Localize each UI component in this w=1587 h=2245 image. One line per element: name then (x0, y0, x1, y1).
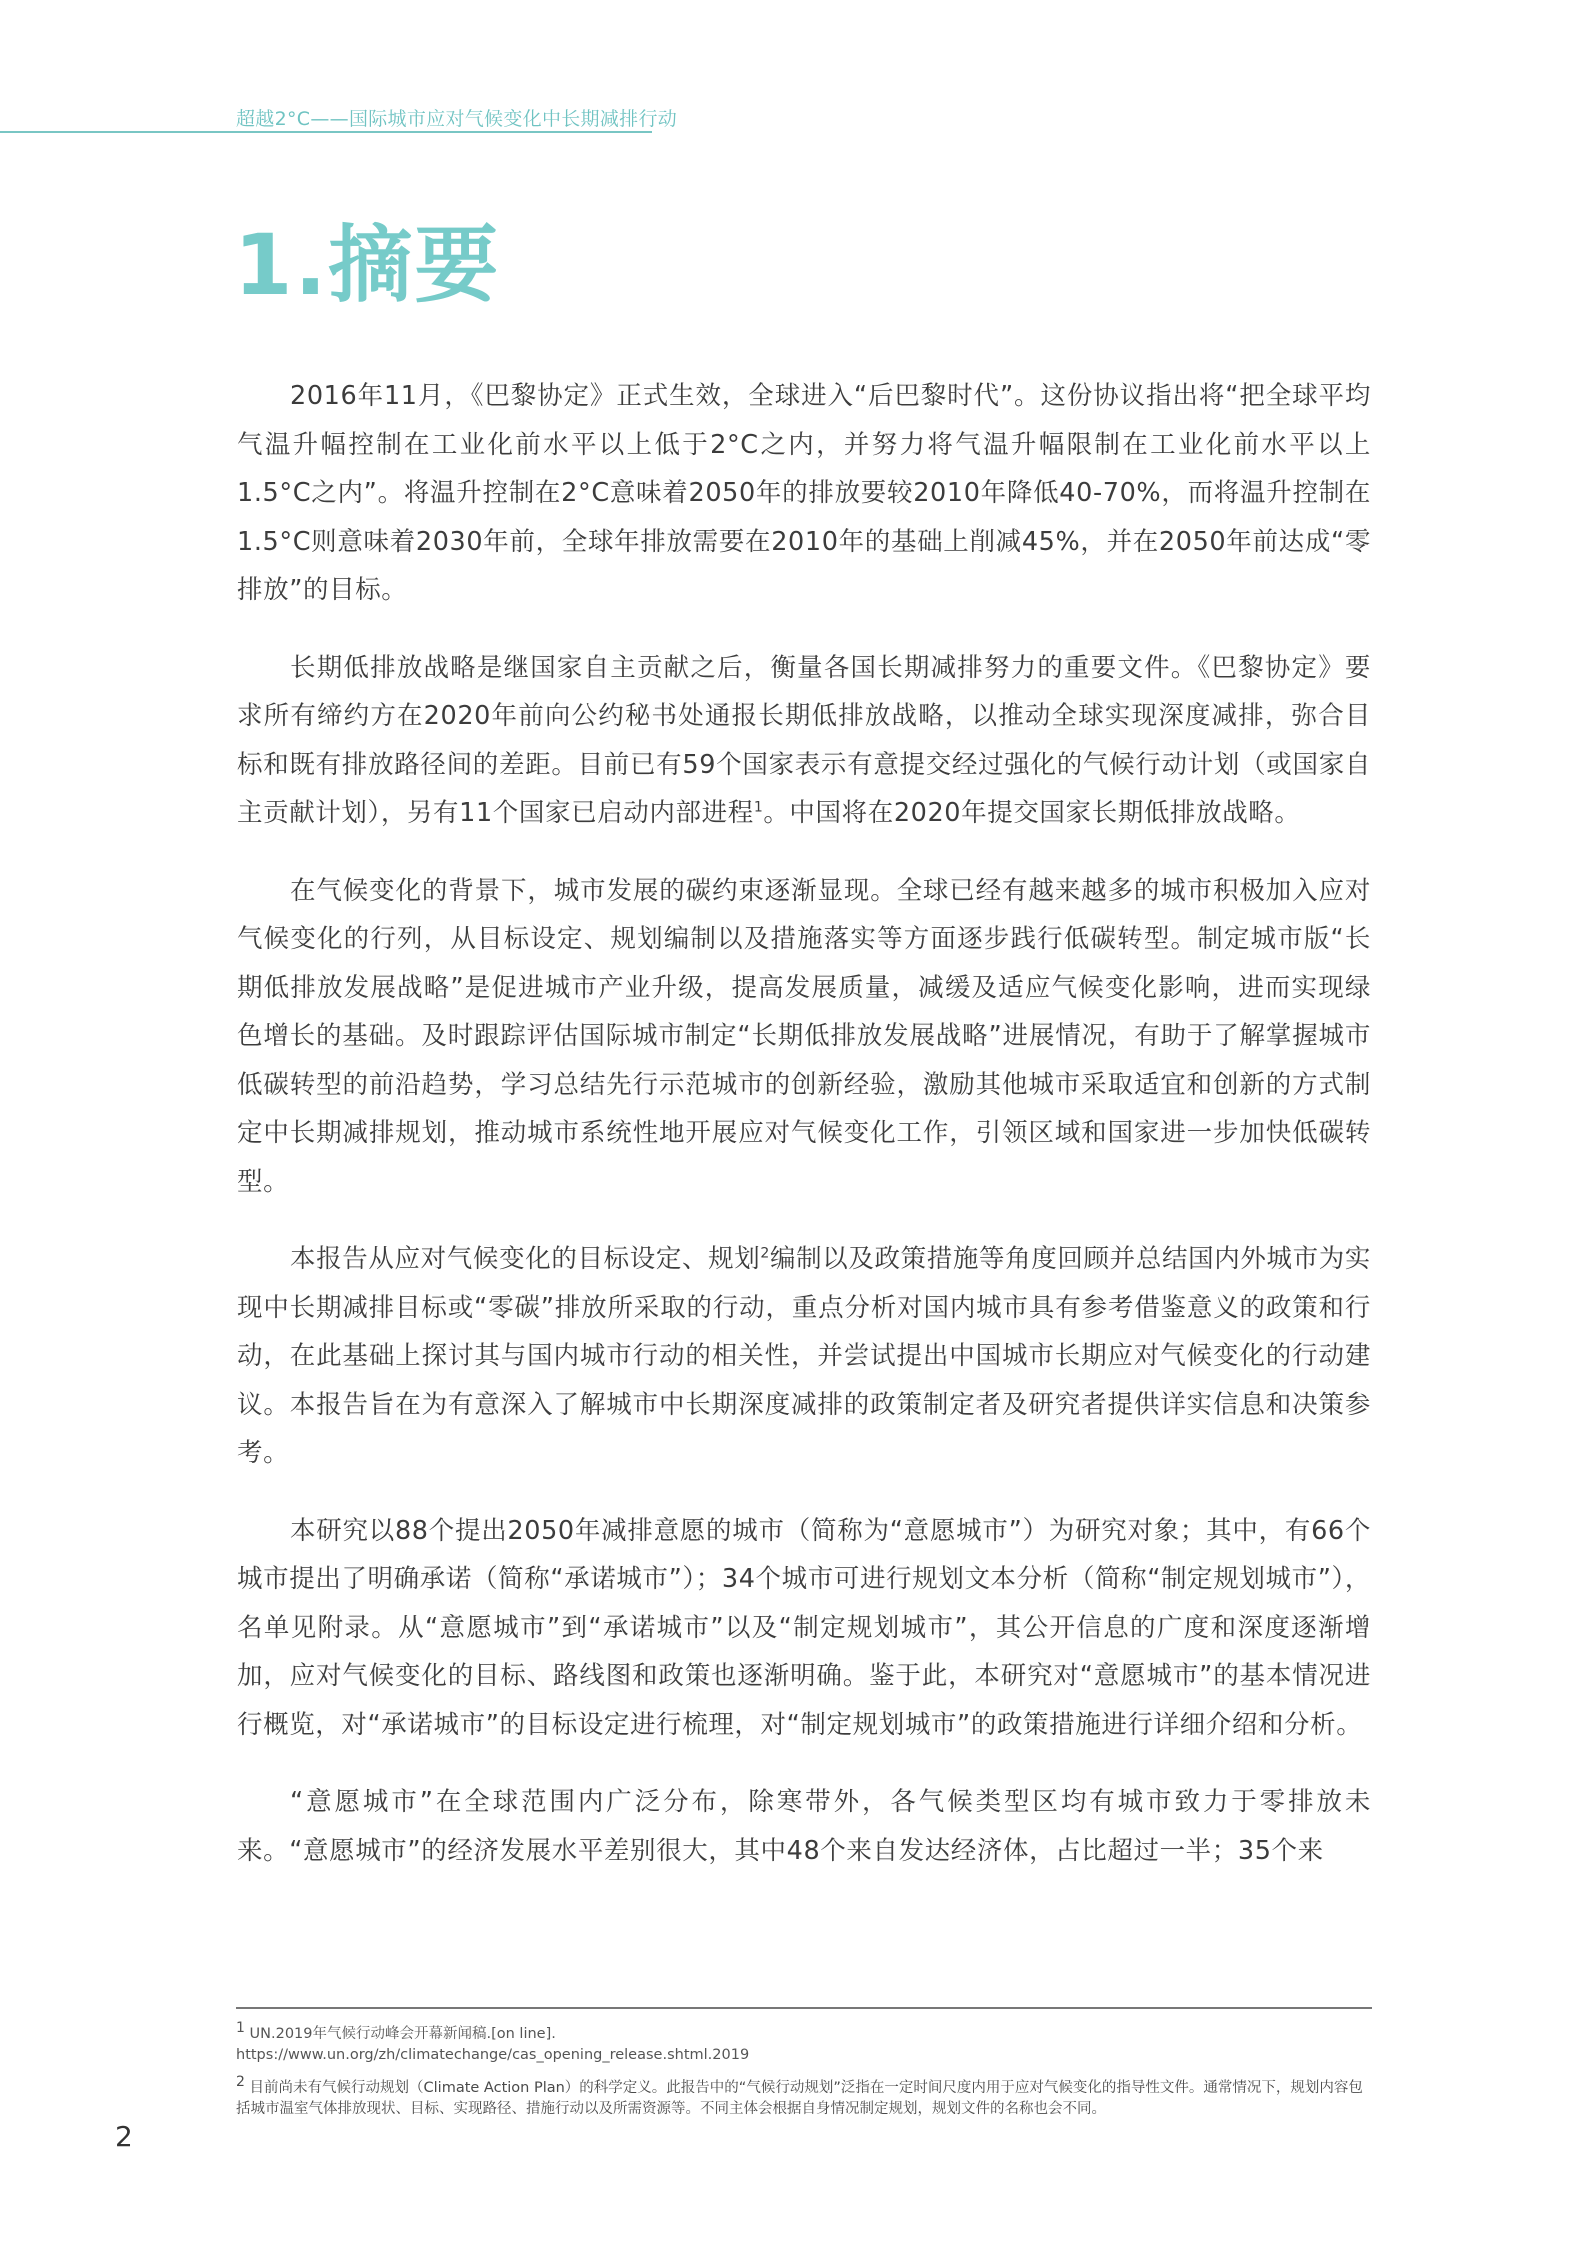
footnote-text: UN.2019年气候行动峰会开幕新闻稿.[on line]. (249, 2026, 556, 2042)
footnote-2 (236, 2074, 1376, 2120)
footnote-number: 2 (236, 2074, 245, 2091)
footnote-rule (236, 2007, 1372, 2009)
paragraph (237, 1235, 1371, 1478)
footnote-1 (236, 2020, 1376, 2066)
paragraph: 本研究以88个提出2050年减排意愿的城市（简称为“意愿城市”）为研究对象；其中，有66个城市提出了明确承诺（简称“承诺城市”）；34个城市可进行规划文本分析（简称“制定规划城市”），名单见附录。从“意愿城市”到“承诺城市”以及“制定规划城市”，其公开信息的广度和深度逐渐增加，应对气候变化的目标、路线图和政策也逐渐明确。鉴于此，本研究对“意愿城市”的基本情况进行概览，对“承诺城市”的目标设定进行梳理，对“制定规划城市”的政策措施进行详细介绍和分析。 (237, 1515, 1371, 1740)
paragraph: “意愿城市”在全球范围内广泛分布，除寒带外，各气候类型区均有城市致力于零排放未来。“意愿城市”的经济发展水平差别很大，其中48个来自发达经济体，占比超过一半；35个来 (237, 1787, 1371, 1866)
footnote-text: 目前尚未有气候行动规划（Climate Action Plan）的科学定义。此报告中的“气候行动规划”泛指在一定时间尺度内用于应对气候变化的指导性文件。通常情况下，规划内容包括城市温室气体排放现状、目标、实现路径、措施行动以及所需资源等。不同主体会根据自身情况制定规划，规划文件的名称也会不同。 (236, 2080, 1363, 2117)
paragraph: 在气候变化的背景下，城市发展的碳约束逐渐显现。全球已经有越来越多的城市积极加入应对气候变化的行列，从目标设定、规划编制以及措施落实等方面逐步践行低碳转型。制定城市版“长期低排放发展战略”是促进城市产业升级，提高发展质量，减缓及适应气候变化影响，进而实现绿色增长的基础。及时跟踪评估国际城市制定“长期低排放发展战略”进展情况，有助于了解掌握城市低碳转型的前沿趋势，学习总结先行示范城市的创新经验，激励其他城市采取适宜和创新的方式制定中长期减排规划，推动城市系统性地开展应对气候变化工作，引领区域和国家进一步加快低碳转型。 (237, 875, 1371, 1197)
header-rule (0, 131, 652, 133)
section-title: 1.摘要 (234, 216, 501, 314)
footnotes (236, 2020, 1376, 2132)
page-number: 2 (115, 2120, 133, 2153)
paragraph-text: 。中国将在2020年提交国家长期低排放战略。 (763, 798, 1301, 828)
paragraph (237, 644, 1371, 838)
paragraph-text: 编制以及政策措施等角度回顾并总结国内外城市为实现中长期减排目标或“零碳”排放所采取的行动，重点分析对国内城市具有参考借鉴意义的政策和行动，在此基础上探讨其与国内城市行动的相关性，并尝试提出中国城市长期应对气候变化的行动建议。本报告旨在为有意深入了解城市中长期深度减排的政策制定者及研究者提供详实信息和决策参考。 (237, 1244, 1371, 1468)
footnote-number: 1 (236, 2020, 245, 2037)
footnote-ref[interactable]: 2 (760, 1245, 770, 1262)
paragraph-text: 本报告从应对气候变化的目标设定、规划 (290, 1244, 761, 1274)
footnote-ref[interactable]: 1 (753, 799, 764, 816)
body-text (237, 372, 1371, 1904)
paragraph-text: 长期低排放战略是继国家自主贡献之后，衡量各国长期减排努力的重要文件。《巴黎协定》要求所有缔约方在2020年前向公约秘书处通报长期低排放战略，以推动全球实现深度减排，弥合目标和既有排放路径间的差距。目前已有59个国家表示有意提交经过强化的气候行动计划（或国家自主贡献计划），另有11个国家已启动内部进程 (237, 652, 1371, 828)
running-header: 超越2°C——国际城市应对气候变化中长期减排行动 (236, 108, 678, 130)
paragraph: 2016年11月，《巴黎协定》正式生效，全球进入“后巴黎时代”。这份协议指出将“把全球平均气温升幅控制在工业化前水平以上低于2°C之内，并努力将气温升幅限制在工业化前水平以上1.5°C之内”。将温升控制在2°C意味着2050年的排放要较2010年降低40-70%，而将温升控制在1.5°C则意味着2030年前，全球年排放需要在2010年的基础上削减45%，并在2050年前达成“零排放”的目标。 (237, 381, 1371, 605)
footnote-link[interactable]: https://www.un.org/zh/climatechange/cas_opening_release.shtml.2019 (236, 2047, 750, 2063)
